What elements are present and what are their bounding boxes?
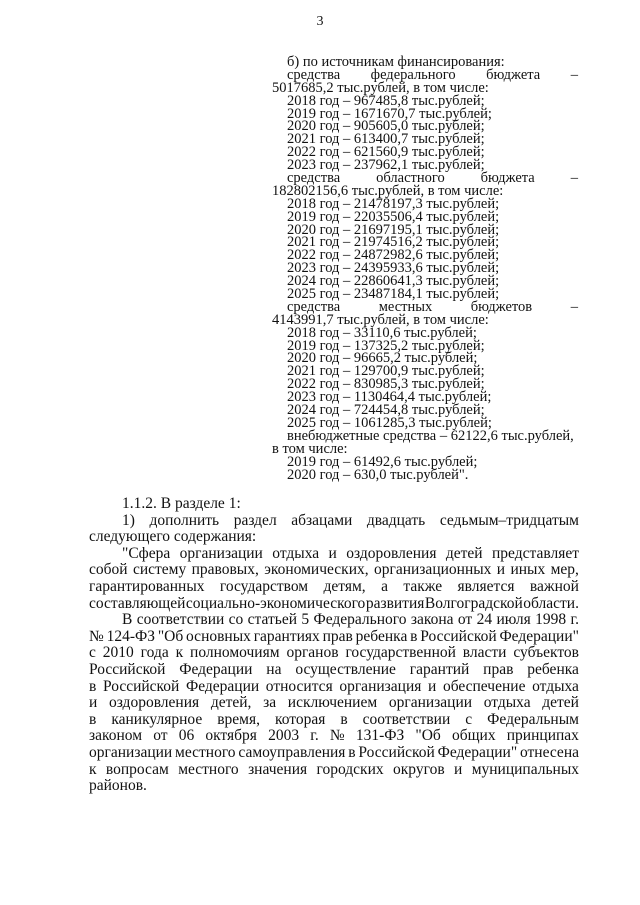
word: ребенка [355, 627, 408, 645]
law-paragraph [89, 612, 579, 778]
word: Российской [420, 627, 497, 645]
year-amount-line: 2022 год – 621560,9 тыс.рублей; [287, 144, 485, 161]
word: соответствии [362, 710, 451, 728]
word: седьмым–тридцатым [439, 511, 579, 529]
word: области. [523, 594, 579, 612]
word: соответствии [136, 611, 225, 629]
text-line [89, 712, 579, 729]
year-amount-line: 2020 год – 905605,0 тыс.рублей; [287, 118, 485, 135]
word: в [348, 743, 356, 761]
word: средства [287, 66, 341, 83]
word: 24 [476, 611, 493, 629]
word: прав [483, 660, 514, 678]
item1-continuation: следующего содержания: [89, 528, 257, 546]
word: гарантированных [89, 577, 205, 595]
section-heading: 1.1.2. В разделе 1: [122, 495, 241, 512]
text-line [89, 679, 579, 696]
word: в [89, 677, 97, 695]
main-text [89, 496, 579, 795]
word: 131-ФЗ [355, 727, 405, 745]
word: вопросам [105, 760, 169, 778]
word: отдыха [532, 677, 579, 695]
word: к [175, 644, 184, 662]
word: В [122, 611, 133, 629]
word: "Об [157, 627, 184, 645]
word: Федерации" [499, 627, 579, 645]
word: местных [378, 298, 433, 315]
word: исключением [287, 694, 378, 712]
word: и [428, 677, 437, 695]
word: "Об [415, 727, 441, 745]
word: организации [179, 544, 263, 562]
word: июля [496, 611, 531, 629]
word: правовых, [191, 561, 259, 579]
financing-block [272, 56, 578, 481]
year-amount-line: 2022 год – 24872982,6 тыс.рублей; [287, 247, 500, 264]
word: также [403, 577, 443, 595]
word: мер, [550, 561, 579, 579]
word: года [140, 644, 169, 662]
extrabudget-line: внебюджетные средства – 62122,6 тыс.рублей, [287, 427, 574, 444]
word: Федерального [313, 611, 407, 629]
word: осуществление [295, 660, 396, 678]
year-amount-line: 2019 год – 137325,2 тыс.рублей; [287, 337, 485, 354]
year-amount-line: 2020 год – 630,0 тыс.рублей". [287, 466, 469, 483]
word: законом [89, 727, 143, 745]
word: Федерации [179, 660, 253, 678]
word: местного [178, 760, 239, 778]
word: оздоровления [108, 694, 200, 712]
word: к [89, 760, 97, 778]
word: "Сфера [122, 544, 171, 562]
page-number: 3 [316, 14, 324, 29]
word: обеспечение [442, 677, 526, 695]
text-line [89, 645, 579, 662]
word: Российской [358, 743, 435, 761]
word: местного [175, 743, 236, 761]
word: Федеральным [487, 710, 579, 728]
word: бюджета [480, 170, 535, 187]
text-line [89, 546, 579, 563]
federal-total: 5017685,2 тыс.рублей, в том числе: [272, 79, 489, 96]
text-line [89, 562, 579, 579]
word: 5 [301, 611, 310, 629]
text-line [89, 629, 579, 646]
word: принципах [506, 727, 579, 745]
word: основных [186, 627, 251, 645]
word: организация [339, 677, 422, 695]
word: с [465, 710, 473, 728]
local-years [272, 324, 578, 431]
word: общих [451, 727, 496, 745]
regional-total: 182802156,6 тыс.рублей, в том числе: [272, 182, 504, 199]
word: и [496, 561, 506, 579]
word: гарантиях [253, 627, 320, 645]
word: со [228, 611, 244, 629]
word: прав [322, 627, 353, 645]
text-line [89, 596, 579, 613]
text-line [89, 662, 579, 679]
word: закона [410, 611, 454, 629]
extrabudget-subline: в том числе: [272, 440, 348, 457]
word: субъектов [513, 644, 579, 662]
word: № [89, 627, 104, 645]
item1-line [89, 513, 579, 530]
word: Волгоградской [424, 594, 523, 612]
word: муниципальных [471, 760, 579, 778]
year-amount-line: 2021 год – 613400,7 тыс.рублей; [287, 131, 485, 148]
word: детей [445, 544, 483, 562]
word: 2010 [102, 644, 134, 662]
text-line [89, 762, 579, 779]
federal-years [272, 92, 578, 174]
word: Российской [89, 660, 166, 678]
word: власти [462, 644, 507, 662]
word: полномочиям [190, 644, 280, 662]
word: абзацами [291, 511, 353, 529]
word: бюджетов [470, 298, 533, 315]
year-amount-line: 2021 год – 21974516,2 тыс.рублей; [287, 234, 500, 251]
word: в [410, 627, 418, 645]
word: октября [205, 727, 257, 745]
word: за [263, 694, 277, 712]
year-amount-line: 2018 год – 967485,8 тыс.рублей; [287, 92, 485, 109]
word: г. [570, 611, 579, 629]
word: органов [286, 644, 339, 662]
word: средства [287, 170, 341, 187]
year-amount-line: 2023 год – 1130464,4 тыс.рублей; [287, 389, 492, 406]
word: а [381, 577, 388, 595]
word: государственной [345, 644, 456, 662]
word: относится [265, 677, 333, 695]
paragraph-last-line: районов. [89, 777, 147, 795]
word: гарантий [409, 660, 470, 678]
word: которая [274, 710, 326, 728]
word: областного [376, 170, 445, 187]
word: организации [388, 694, 473, 712]
word: представляет [492, 544, 579, 562]
text-line [89, 745, 579, 762]
word: 1) [122, 511, 135, 529]
word: экономических, [264, 561, 369, 579]
word: значения [248, 760, 308, 778]
word: и [89, 694, 98, 712]
word: – [570, 66, 578, 83]
year-amount-line: 2022 год – 830985,3 тыс.рублей; [287, 376, 485, 393]
word: является [457, 577, 515, 595]
word: оздоровления [346, 544, 437, 562]
word: двадцать [366, 511, 426, 529]
word: 06 [178, 727, 195, 745]
word: раздел [233, 511, 277, 529]
word: время, [217, 710, 260, 728]
word: федерального [370, 66, 456, 83]
word: с [89, 644, 96, 662]
word: средства [287, 298, 341, 315]
word: систему [132, 561, 187, 579]
word: развития [365, 594, 425, 612]
word: собой [89, 561, 128, 579]
word: важной [529, 577, 579, 595]
local-total: 4143991,7 тыс.рублей, в том числе: [272, 311, 489, 328]
word: отнесена [519, 743, 579, 761]
year-amount-line: 2019 год – 1671670,7 тыс.рублей; [287, 105, 492, 122]
word: № [329, 727, 345, 745]
year-amount-line: 2020 год – 96665,2 тыс.рублей; [287, 350, 478, 367]
word: и [328, 544, 337, 562]
year-amount-line: 2018 год – 21478197,3 тыс.рублей; [287, 195, 500, 212]
word: в [340, 710, 348, 728]
word: 2003 [268, 727, 300, 745]
year-amount-line: 2024 год – 22860641,3 тыс.рублей; [287, 273, 500, 290]
word: 1998 [535, 611, 567, 629]
year-amount-line: 2021 год – 129700,9 тыс.рублей; [287, 363, 485, 380]
word: отдыха [272, 544, 320, 562]
word: иных [510, 561, 546, 579]
word: каникулярное [111, 710, 203, 728]
regional-years [272, 195, 578, 303]
word: детей, [210, 694, 252, 712]
word: отдыха [483, 694, 531, 712]
word: ребенка [527, 660, 579, 678]
word: 124-ФЗ [106, 627, 156, 645]
year-amount-line: 2023 год – 24395933,6 тыс.рублей; [287, 260, 500, 277]
year-amount-line: 2025 год – 1061285,3 тыс.рублей; [287, 414, 492, 431]
word: организации [89, 743, 173, 761]
year-amount-line: 2024 год – 724454,8 тыс.рублей; [287, 402, 485, 419]
word: городских [316, 760, 384, 778]
year-amount-line: 2019 год – 22035506,4 тыс.рублей; [287, 208, 500, 225]
quoted-paragraph [89, 546, 579, 612]
year-amount-line: 2020 год – 21697195,1 тыс.рублей; [287, 221, 500, 238]
year-amount-line: 2018 год – 33110,6 тыс.рублей; [287, 324, 477, 341]
word: в [89, 710, 97, 728]
word: самоуправления [238, 743, 346, 761]
word: и [454, 760, 463, 778]
word: детей [542, 694, 579, 712]
word: округов [393, 760, 445, 778]
financing-heading: б) по источникам финансирования: [287, 54, 505, 70]
word: дополнить [149, 511, 220, 529]
year-amount-line: 2023 год – 237962,1 тыс.рублей; [287, 157, 485, 174]
text-line [89, 612, 579, 629]
word: государством [219, 577, 309, 595]
text-line [89, 728, 579, 745]
word: г. [310, 727, 319, 745]
word: Федерации" [437, 743, 518, 761]
word: составляющей [89, 594, 186, 612]
text-line [89, 579, 579, 596]
word: Федерации [185, 677, 260, 695]
word: от [457, 611, 473, 629]
word: социально-экономического [185, 594, 366, 612]
word: от [153, 727, 168, 745]
year-amount-line: 2025 год – 23487184,1 тыс.рублей; [287, 286, 500, 303]
word: бюджета [486, 66, 541, 83]
word: – [570, 170, 578, 187]
word: на [266, 660, 282, 678]
extrabudget-years [272, 453, 578, 483]
year-amount-line: 2019 год – 61492,6 тыс.рублей; [287, 453, 478, 470]
word: Российской [102, 677, 180, 695]
word: статьей [247, 611, 297, 629]
text-line [89, 695, 579, 712]
word: детям, [323, 577, 366, 595]
word: – [570, 298, 578, 315]
word: организационных [373, 561, 492, 579]
